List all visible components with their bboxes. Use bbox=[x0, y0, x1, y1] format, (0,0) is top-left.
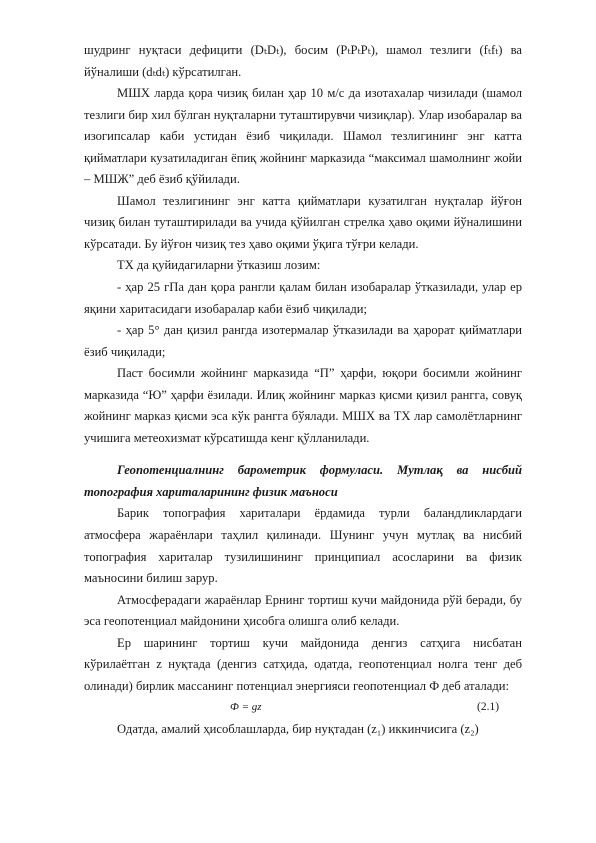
section-heading: Геопотенциалнинг барометрик формуласи. Мутлақ ва нисбий топография хариталарининг физик маъноси bbox=[84, 463, 522, 499]
list-item: - ҳар 25 гПа дан қора рангли қалам билан изобаралар ўтказилади, улар ер яқини харитасидаги изобаралар каби ёзиб чиқилади; bbox=[84, 280, 522, 316]
list-item: - ҳар 5° дан қизил рангда изотермалар ўтказилади ва ҳарорат қийматлари ёзиб чиқилади; bbox=[84, 323, 522, 359]
paragraph: Атмосферадаги жараёнлар Ернинг тортиш кучи майдонида рўй беради, бу эса геопотенциал майдонини ҳисобга олишга олиб келади. bbox=[84, 592, 522, 629]
paragraph: ТХ да қуйидагиларни ўтказиш лозим: bbox=[117, 258, 321, 273]
paragraph: Одатда, амалий ҳисоблашларда, бир нуқтадан (z₁) иккинчисига (z₂) bbox=[117, 722, 479, 737]
paragraph: Ер шарининг тортиш кучи майдонида денгиз сатҳига нисбатан кўрилаётган z нуқтада (денгиз сатҳида, одатда, геопотенциал нолга тенг деб олинади) бирлик массанинг потенциал энергияси геопотенциал Ф деб аталади: bbox=[84, 635, 522, 693]
paragraph: Паст босимли жойнинг марказида “П” ҳарфи, юқори босимли жойнинг марказида “Ю” ҳарфи ёзилади. Илиқ жойнинг марказ қисми қизил рангга, совуқ жойнинг марказ қисми эса кўк рангга бўялади. МШХ ва ТХ лар самолётларнинг учишига метеохизмат кўрсатишда кенг қўлланилади. bbox=[84, 366, 522, 445]
paragraph: Шамол тезлигининг энг катта қийматлари кузатилган нуқталар йўғон чизиқ билан туташтирилади ва учида қўйилган стрелка ҳаво оқими йўналишини кўрсатади. Бу йўғон чизиқ тез ҳаво оқими ўқига тўғри келади. bbox=[84, 193, 522, 251]
equation-number: (2.1) bbox=[477, 701, 500, 714]
paragraph: МШХ ларда қора чизиқ билан ҳар 10 м/с да изотахалар чизилади (шамол тезлиги бир хил бўлган нуқталарни туташтирувчи чизиқлар). Улар изобаралар ва изогипсалар каби устидан ёзиб чиқилади. Шамол тезлигининг энг катта қийматлари кузатиладиган ёпиқ жойнинг марказида “максимал шамолнинг жойи – МШЖ” деб ёзиб қўйилади. bbox=[84, 86, 522, 187]
equation-line bbox=[84, 697, 522, 719]
equation: Ф = gz bbox=[230, 701, 262, 714]
paragraph: шудринг нуқтаси дефицити (DₜDₜ), босим (PₜPₜPₜ), шамол тезлиги (fₜfₜ) ва йўналиши (dₜdₜ) кўрсатилган. bbox=[84, 43, 522, 79]
paragraph: Барик топография хариталари ёрдамида турли баландликлардаги атмосфера жараёнлари таҳлил қилинади. Шунинг учун мутлақ ва нисбий топография хариталар тузилишининг принципиал асосларини ва физик маъносини билиш зарур. bbox=[84, 506, 522, 586]
page-body bbox=[84, 40, 522, 741]
